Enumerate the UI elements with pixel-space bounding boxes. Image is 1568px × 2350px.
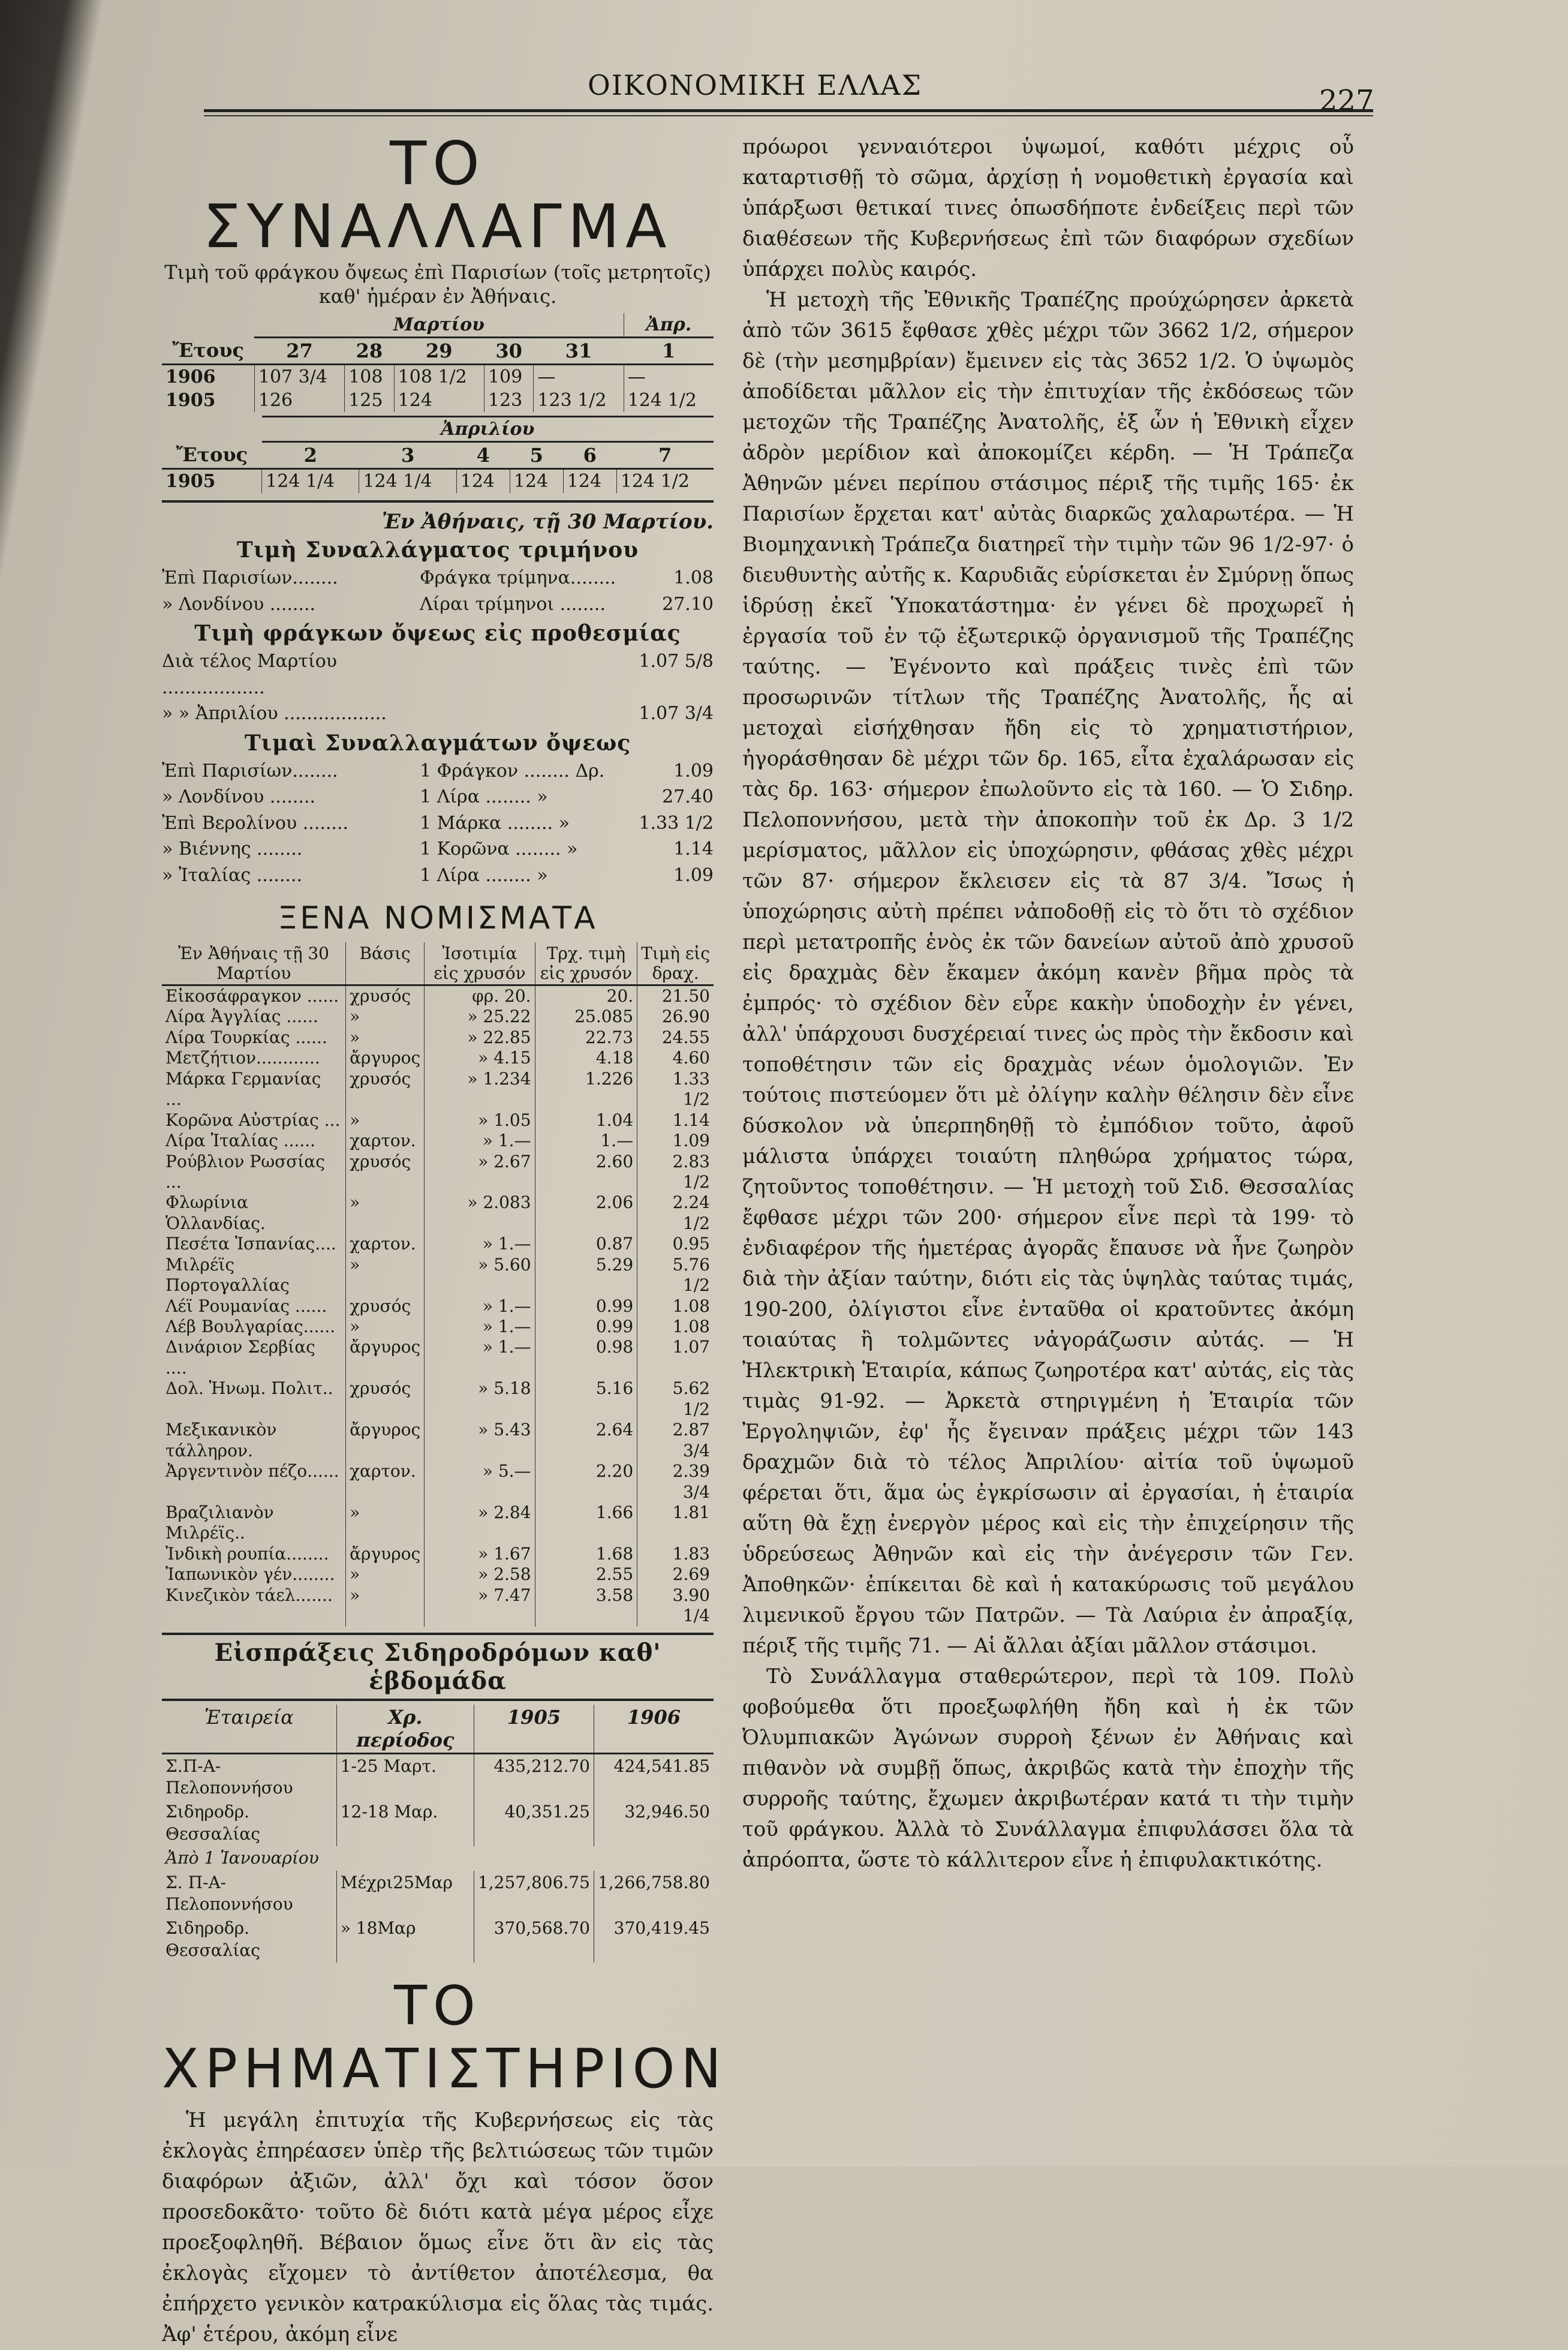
currency-value: » 2.67 <box>425 1152 535 1193</box>
currency-value: 4.60 <box>637 1048 714 1068</box>
currency-value: » 5.18 <box>425 1378 535 1420</box>
railway-y1905: 370,568.70 <box>474 1916 594 1963</box>
header-rule <box>204 109 1373 112</box>
quote-label: Ἐπὶ Παρισίων........ <box>162 567 338 588</box>
table-row <box>162 1800 714 1846</box>
currency-value: 1.09 <box>637 1131 714 1151</box>
currency-value: » <box>346 1006 425 1027</box>
quote-value: 1.09 <box>673 760 714 782</box>
currency-name: Δινάριον Σερβίας .... <box>165 1337 315 1378</box>
quote-label: » Λονδίνου ........ <box>162 786 316 807</box>
day-header: 6 <box>563 442 616 469</box>
year-cell: 1906 <box>165 366 216 387</box>
year-cell: 1905 <box>165 471 216 492</box>
currency-value: 24.55 <box>637 1027 714 1048</box>
currency-value: » 1.— <box>425 1131 535 1151</box>
quote-unit: 1 Λίρα ........ » <box>420 786 548 807</box>
currency-value: 1.14 <box>637 1110 714 1131</box>
day-header: 7 <box>616 442 714 469</box>
currency-value: » 5.— <box>425 1461 535 1502</box>
currency-value: 0.95 <box>637 1234 714 1254</box>
currency-name: Ἀργεντινὸν πέζο...... <box>165 1461 339 1481</box>
currency-value: 0.98 <box>535 1337 637 1378</box>
rate-cell: 124 1/4 <box>262 469 359 494</box>
month-label-april: Ἀπρ. <box>624 313 714 338</box>
day-header: 29 <box>394 338 484 365</box>
rate-cell: 123 1/2 <box>534 389 624 412</box>
quote-value: 1.33 1/2 <box>639 812 714 834</box>
section-rule <box>162 1699 714 1701</box>
day-header: 5 <box>510 442 563 469</box>
currency-value: χαρτον. <box>346 1461 425 1502</box>
quote-label: » Βιέννης ........ <box>162 839 303 860</box>
currency-value: 2.55 <box>535 1564 637 1585</box>
day-header: 3 <box>359 442 456 469</box>
currency-name: Ἰνδικὴ ρουπία........ <box>165 1543 329 1564</box>
railway-period: 1-25 Μαρτ. <box>336 1753 474 1800</box>
quote-row <box>162 701 714 727</box>
exchange-table-april <box>162 416 714 493</box>
currency-value: » 7.47 <box>425 1585 535 1627</box>
currency-name: Λίρα Τουρκίας ...... <box>165 1027 327 1047</box>
table-row <box>162 1234 714 1254</box>
rate-cell: 124 1/4 <box>359 469 456 494</box>
rate-cell: 108 <box>345 365 394 389</box>
table-spacer <box>162 417 262 442</box>
currency-value: 1.33 1/2 <box>637 1069 714 1110</box>
table-row <box>162 469 714 494</box>
railway-y1906: 424,541.85 <box>594 1753 714 1800</box>
currency-value: 1.66 <box>535 1502 637 1544</box>
quote-unit: 1 Μάρκα ........ » <box>420 812 570 834</box>
quote-value: 1.07 3/4 <box>639 703 714 724</box>
quote-row <box>162 565 714 591</box>
table-row <box>162 1871 714 1917</box>
railways-table <box>162 1705 714 1963</box>
day-header: 31 <box>534 338 624 365</box>
rate-cell: 109 <box>484 365 533 389</box>
rate-cell: 124 <box>510 469 563 494</box>
quote-unit: Φράγκα τρίμηνα........ <box>420 567 616 588</box>
day-header: 28 <box>345 338 394 365</box>
rate-cell: — <box>624 365 714 389</box>
currency-value: 1.68 <box>535 1544 637 1564</box>
table-row <box>162 1048 714 1068</box>
currency-value: ἄργυρος <box>346 1337 425 1378</box>
column-header: Τιμὴ εἰς δραχ. <box>637 942 714 985</box>
railway-y1905: 40,351.25 <box>474 1800 594 1846</box>
currency-value: χαρτον. <box>346 1234 425 1254</box>
section-rule <box>162 500 714 503</box>
currency-value: » <box>346 1317 425 1337</box>
railway-company: Σ.Π-Α-Πελοποννήσου <box>165 1756 293 1798</box>
currency-name: Μετζήτιον............ <box>165 1048 320 1068</box>
currency-value: ἄργυρος <box>346 1420 425 1461</box>
column-header: Βάσις <box>346 942 425 985</box>
column-header: Ἐν Ἀθήναις τῇ 30 Μαρτίου <box>162 942 346 985</box>
railway-company: Σιδηροδρ. Θεσσαλίας <box>165 1802 260 1844</box>
table-row <box>162 1420 714 1461</box>
currency-value: 1.08 <box>637 1317 714 1337</box>
day-header: 27 <box>254 338 344 365</box>
table-row <box>162 1585 714 1627</box>
header-rule-thin <box>204 115 1373 116</box>
currency-value: 25.085 <box>535 1006 637 1027</box>
currency-value: » 1.— <box>425 1317 535 1337</box>
currency-value: » 1.234 <box>425 1069 535 1110</box>
table-row <box>162 389 714 412</box>
currency-value: 2.24 1/2 <box>637 1192 714 1234</box>
quote-row <box>162 810 714 837</box>
railway-period: » 18Μαρ <box>336 1916 474 1963</box>
currency-value: 2.06 <box>535 1192 637 1234</box>
currency-name: Λέβ Βουλγαρίας...... <box>165 1317 336 1336</box>
date-line: Ἐν Ἀθήναις, τῇ 30 Μαρτίου. <box>381 510 714 534</box>
quote-row <box>162 836 714 863</box>
currency-value: 0.99 <box>535 1317 637 1337</box>
column-header: Ἑταιρεία <box>162 1705 336 1754</box>
currency-value: χρυσός <box>346 1069 425 1110</box>
table-row <box>162 1502 714 1544</box>
quote-value: 1.09 <box>673 864 714 886</box>
rate-cell: 124 1/2 <box>624 389 714 412</box>
table-row <box>162 1027 714 1048</box>
table-row <box>162 1317 714 1337</box>
railways-title: Εἰσπράξεις Σιδηροδρόμων καθ' ἑβδομάδα <box>214 1638 661 1695</box>
quote-label: Διὰ τέλος Μαρτίου .................. <box>162 651 338 698</box>
section-rule <box>162 1633 714 1635</box>
currency-value: » 25.22 <box>425 1006 535 1027</box>
sight-heading: Τιμαὶ Συναλλαγμάτων ὄψεως <box>244 730 631 756</box>
currency-value: » 2.58 <box>425 1564 535 1585</box>
currency-value: » 1.05 <box>425 1110 535 1131</box>
since-label: Ἀπὸ 1 Ἰανουαρίου <box>165 1848 319 1868</box>
table-spacer <box>162 313 254 338</box>
day-header: 2 <box>262 442 359 469</box>
running-title: ΟΙΚΟΝΟΜΙΚΗ ΕΛΛΑΣ <box>588 69 923 101</box>
quote-unit: 1 Φράγκον ........ Δρ. <box>420 760 605 782</box>
currency-value: χρυσός <box>346 985 425 1007</box>
currency-value: » <box>346 1564 425 1585</box>
currency-value: 5.16 <box>535 1378 637 1420</box>
currency-value: χρυσός <box>346 1296 425 1317</box>
table-row <box>162 1916 714 1963</box>
table-row <box>162 1131 714 1151</box>
rate-cell: 124 <box>563 469 616 494</box>
currency-name: Μεξικανικὸν τάλληρον. <box>165 1420 277 1461</box>
currency-value: 1.— <box>535 1131 637 1151</box>
currency-name: Λίρα Ἀγγλίας ...... <box>165 1006 318 1027</box>
quote-value: 1.14 <box>673 839 714 860</box>
currency-value: » 1.— <box>425 1296 535 1317</box>
currency-value: 2.64 <box>535 1420 637 1461</box>
currency-value: » <box>346 1110 425 1131</box>
currency-value: 2.60 <box>535 1152 637 1193</box>
year-header: Ἔτους <box>162 338 254 365</box>
currency-value: 3.58 <box>535 1585 637 1627</box>
currency-value: » <box>346 1192 425 1234</box>
exchange-title: ΤΟ ΣΥΝΑΛΛΑΓΜΑ <box>203 128 673 262</box>
paragraph: Ἡ μετοχὴ τῆς Ἐθνικῆς Τραπέζης προύχώρησεν ἀρκετὰ ἀπὸ τῶν 3615 ἔφθασε χθὲς μέχρι τῶν 3662 1/2, σήμερον δὲ (τὴν μεσημβρίαν) ἔμεινεν εἰς τὰς 3652 1/2. Ὁ ὑψωμὸς ἀποδίδεται μᾶλλον εἰς τὴν ἐπιτυχίαν τῆς ἐκδόσεως τῶν μετοχῶν τῆς Τραπέζης Ἀνατολῆς, ἐξ ὧν ἡ Ἐθνικὴ εἶχεν ἀδρὸν μερίδιον καὶ ἀποκομίζει κέρδη. — Ἡ Τράπεζα Ἀθηνῶν μένει περίπου στάσιμος πέριξ τῆς τιμῆς 165· ἐκ Παρισίων ἔρχεται κατ' αὐτὰς διαρκῶς χαλαρωτέρα. — Ἡ Βιομηχανικὴ Τράπεζα διατηρεῖ τὴν τιμὴν τῶν 96 1/2-97· ὁ διευθυντὴς αὐτῆς κ. Καρυδιᾶς εὑρίσκεται ἐν Σμύρνῃ ὅπως ἱδρύσῃ ἐκεῖ Ὑποκατάστημα· ἐν γένει δὲ προχωρεῖ ἡ ἐργασία τοῦ ἐν τῷ ἐξωτερικῷ ὀργανισμοῦ τῆς Τραπέζης ταύτης. — Ἐγένοντο καὶ πράξεις τινὲς ἐπὶ τῶν προσωρινῶν τίτλων τῆς Τραπέζης Ἀνατολῆς, ἧς αἱ μετοχαὶ εἰσήχθησαν ἤδη εἰς τὸ χρηματιστήριον, ἠγοράσθησαν δὲ μέχρι τῶν δρ. 165, εἶτα ἐχαλάρωσαν εἰς τὰς δρ. 163· σήμερον ἐπωλοῦντο εἰς τὰ 160. — Ὁ Σιδηρ. Πελοποννήσου, μετὰ τὴν ἀποκοπὴν τοῦ ἐκ Δρ. 3 1/2 μερίσματος, μᾶλλον εἰς ὑποχώρησιν, φθάσας χθὲς μέχρι τῶν 87· σήμερον ἔκλεισεν εἰς τὰ 87 3/4. Ἴσως ἡ ὑποχώρησις αὐτὴ πρέπει νἀποδοθῇ εἰς τὸ ὅτι τὸ σχέδιον περὶ μετατροπῆς ἑνὸς ἐκ τῶν δανείων αὐτοῦ ἀπὸ χρυσοῦ εἰς δραχμὰς δὲν ἔκαμεν ἀκόμη κανὲν βῆμα πρὸς τὰ ἐμπρός· τὸ σχέδιον δὲν εὗρε κακὴν ὑποδοχὴν ἐν γένει, ἀλλ' ὑπάρχουσι δυσχέρειαί τινες ὡς πρὸς τὴν ἔκδοσιν καὶ τοποθέτησιν τῶν εἰς δραχμὰς νέων ὁμολογιῶν. Ἐν τούτοις πιστεύομεν ὅτι μὲ ὀλίγην καλὴν θέλησιν δὲν εἶνε δύσκολον νὰ ὑπερπηδηθῇ τὸ ἐμπόδιον τοῦτο, ἀφοῦ μάλιστα ὑπάρχει τοιαύτη πληθώρα χρήματος τώρα, ζητοῦντος τοποθέτησιν. — Ἡ μετοχὴ τοῦ Σιδ. Θεσσαλίας ἔφθασε μέχρι τῶν 200· σήμερον εἶνε περὶ τὰ 199· τὸ ἐνδιαφέρον τῆς ἡμετέρας ἀγορᾶς ἔπαυσε νὰ ἦνε ζωηρὸν διὰ τὴν ἀξίαν ταύτην, διότι εἰς τὰς ὑψηλὰς ταύτας τιμάς, 190-200, ὀλίγιστοι εἶνε ἐνταῦθα οἱ κρατοῦντες ἀκόμη τοιαύτας ἢ τολμῶντες νἀγοράζωσιν αὐτάς. — Ἡ Ἠλεκτρικὴ Ἑταιρία, κάπως ζωηροτέρα κατ' αὐτάς, εἰς τὰς τιμὰς 91-92. — Ἀρκετὰ στηριγμένη ἡ Ἑταιρία τῶν Ἐργοληψιῶν, ἐφ' ἧς ἔγειναν πράξεις μέχρι τῶν 143 δραχμῶν διὰ τὸ τέλος Ἀπριλίου· αἰτία τοῦ ὑψωμοῦ φέρεται ὅτι, ἅμα ὡς ἐγκρίσωσιν αἱ ἐργασίαι, ἡ ἑταιρία αὕτη θὰ ἔχῃ ἐνεργὸν μέρος καὶ εἰς τὴν ἐπιχείρησιν τῆς ὑδρεύσεως Ἀθηνῶν καὶ εἰς τὴν ἀνέγερσιν τῶν Γεν. Ἀποθηκῶν· ἐπίκειται δὲ καὶ ἡ κατακύρωσις τοῦ μεγάλου λιμενικοῦ ἔργου τῶν Πατρῶν. — Τὰ Λαύρια ἐν ἀπραξίᾳ, πέριξ τῆς τιμῆς 71. — Αἱ ἄλλαι ἀξίαι μᾶλλον στάσιμοι. <box>742 288 1354 1658</box>
currency-value: 20. <box>535 985 637 1007</box>
column-header: 1905 <box>474 1705 594 1754</box>
currency-value: 1.81 <box>637 1502 714 1544</box>
quarterly-list <box>162 565 714 617</box>
day-header: 30 <box>484 338 533 365</box>
currency-name: Κορῶνα Αὐστρίας ... <box>165 1110 341 1130</box>
currency-value: χρυσός <box>346 1152 425 1193</box>
left-column <box>162 120 727 2347</box>
quote-unit: Λίραι τρίμηνοι ........ <box>420 593 606 615</box>
currency-value: 1.226 <box>535 1069 637 1110</box>
table-row <box>162 1255 714 1296</box>
paragraph: πρόωροι γενναιότεροι ὑψωμοί, καθότι μέχρις οὗ καταρτισθῇ τὸ σῶμα, ἀρχίσῃ ἡ νομοθετικὴ ἐργασία καὶ ὑπάρξωσι θετικαί τινες ὁπωσδήποτε ἐνδείξεις περὶ τῶν διαθέσεων τῆς Κυβερνήσεως ἐπὶ τῶν διαφόρων σχεδίων ὑπάρχει πολὺς καιρός. <box>742 135 1354 281</box>
currency-value: 1.07 <box>637 1337 714 1378</box>
rate-cell: 124 <box>456 469 510 494</box>
forward-list <box>162 648 714 727</box>
currency-name: Λίρα Ἰταλίας ...... <box>165 1131 316 1151</box>
year-cell: 1905 <box>165 390 216 411</box>
bourse-right-text <box>742 132 1354 1876</box>
currency-value: » <box>346 1255 425 1296</box>
railway-company: Σιδηροδρ. Θεσσαλίας <box>165 1918 260 1960</box>
railway-y1906: 32,946.50 <box>594 1800 714 1846</box>
rate-cell: 124 <box>394 389 484 412</box>
currency-value: 1.04 <box>535 1110 637 1131</box>
currency-value: 2.20 <box>535 1461 637 1502</box>
column-header: Τρχ. τιμὴ εἰς χρυσόν <box>535 942 637 985</box>
railway-y1906: 1,266,758.80 <box>594 1871 714 1917</box>
year-header: Ἔτους <box>162 442 262 469</box>
table-row <box>162 1006 714 1027</box>
column-header: Χρ. περίοδος <box>336 1705 474 1754</box>
exchange-subtitle: Τιμὴ τοῦ φράγκου ὄψεως ἐπὶ Παρισίων (τοῖς μετρητοῖς) καθ' ἡμέραν ἐν Ἀθήναις. <box>164 261 711 308</box>
quote-label: Ἐπὶ Βερολίνου ........ <box>162 812 349 834</box>
rate-cell: 126 <box>254 389 344 412</box>
table-row <box>162 985 714 1007</box>
currency-value: ἄργυρος <box>346 1048 425 1068</box>
rate-cell: 108 1/2 <box>394 365 484 389</box>
railway-y1905: 1,257,806.75 <box>474 1871 594 1917</box>
currency-value: » 2.84 <box>425 1502 535 1544</box>
table-row <box>162 1296 714 1317</box>
quote-unit: 1 Λίρα ........ » <box>420 864 548 886</box>
bourse-title: ΤΟ ΧΡΗΜΑΤΙΣΤΗΡΙΟΝ <box>162 1975 727 2101</box>
railway-company: Σ. Π-Α-Πελοποννήσου <box>165 1872 293 1914</box>
currency-value: » 1.67 <box>425 1544 535 1564</box>
paragraph: Τὸ Συνάλλαγμα σταθερώτερον, περὶ τὰ 109. Πολὺ φοβούμεθα ὅτι προεξωφλήθη ἤδη καὶ ἡ ἐκ τῶν Ὀλυμπιακῶν Ἀγώνων συρροὴ ξένων ἐν Ἀθήναις καὶ πιθανὸν νὰ συμβῇ ὅπως, ἀκριβῶς κατὰ τὴν ἐποχὴν τῆς συρροῆς ταύτης, ἔχωμεν ἀκριβωτέραν κατά τι τὴν τιμὴν τοῦ φράγκου. Ἀλλὰ τὸ Συνάλλαγμα ἐπιφυλάσσει ὅλα τὰ ἀπρόοπτα, ὥστε τὸ κάλλιτερον εἶνε ἡ ἐπιφυλακτικότης. <box>742 1664 1354 1872</box>
currency-value: 3.90 1/4 <box>637 1585 714 1627</box>
quote-label: » » Ἀπριλίου .................. <box>162 703 387 724</box>
rate-cell: 125 <box>345 389 394 412</box>
quote-label: Ἐπὶ Παρισίων........ <box>162 760 338 782</box>
rate-cell: 124 1/2 <box>616 469 714 494</box>
currency-value: 2.69 <box>637 1564 714 1585</box>
quote-row <box>162 758 714 785</box>
currency-name: Ἰαπωνικὸν γέν........ <box>165 1564 335 1585</box>
currency-value: » <box>346 1027 425 1048</box>
currency-value: 2.83 1/2 <box>637 1152 714 1193</box>
currencies-title: ΞΕΝΑ ΝΟΜΙΣΜΑΤΑ <box>278 900 598 936</box>
quote-row <box>162 784 714 810</box>
quote-value: 27.10 <box>662 593 714 615</box>
currency-name: Εἰκοσάφραγκον ...... <box>165 986 339 1006</box>
currency-value: 5.62 1/2 <box>637 1378 714 1420</box>
table-row <box>162 1461 714 1502</box>
table-row <box>162 1378 714 1420</box>
day-header: 4 <box>456 442 510 469</box>
currency-value: 5.29 <box>535 1255 637 1296</box>
quote-label: » Ἰταλίας ........ <box>162 864 303 886</box>
currency-value: 5.76 1/2 <box>637 1255 714 1296</box>
currency-value: 0.87 <box>535 1234 637 1254</box>
currency-name: Λέϊ Ρουμανίας ...... <box>165 1296 327 1316</box>
quote-value: 1.08 <box>673 567 714 588</box>
currency-value: » 22.85 <box>425 1027 535 1048</box>
currency-value: χαρτον. <box>346 1131 425 1151</box>
quote-row <box>162 648 714 701</box>
currency-value: 2.87 3/4 <box>637 1420 714 1461</box>
rate-cell: 123 <box>484 389 533 412</box>
sight-list <box>162 758 714 889</box>
currencies-table <box>162 942 714 1627</box>
currency-value: 1.83 <box>637 1544 714 1564</box>
table-row <box>162 1152 714 1193</box>
page-number: 227 <box>1319 84 1374 118</box>
railway-y1906: 370,419.45 <box>594 1916 714 1963</box>
currency-value: » 1.— <box>425 1234 535 1254</box>
quote-unit: 1 Κορῶνα ........ » <box>420 839 578 860</box>
railway-y1905: 435,212.70 <box>474 1753 594 1800</box>
currency-name: Δολ. Ἡνωμ. Πολιτ.. <box>165 1378 333 1399</box>
currency-name: Βραζιλιανὸν Μιλρέϊς.. <box>165 1502 274 1543</box>
table-row <box>162 1753 714 1800</box>
railway-period: 12-18 Μαρ. <box>336 1800 474 1846</box>
currency-value: ἄργυρος <box>346 1544 425 1564</box>
currency-name: Μιλρέϊς Πορτογαλλίας <box>165 1254 290 1296</box>
currency-value: 0.99 <box>535 1296 637 1317</box>
column-header: Ἰσοτιμία εἰς χρυσόν <box>425 942 535 985</box>
currency-value: 1.08 <box>637 1296 714 1317</box>
currency-value: » <box>346 1502 425 1544</box>
currency-value: » 5.43 <box>425 1420 535 1461</box>
month-label-april-2: Ἀπριλίου <box>262 417 714 442</box>
currency-value: φρ. 20. <box>425 985 535 1007</box>
table-row <box>162 365 714 389</box>
currency-value: » 4.15 <box>425 1048 535 1068</box>
quote-row <box>162 863 714 889</box>
paragraph: Ἡ μεγάλη ἐπιτυχία τῆς Κυβερνήσεως εἰς τὰς ἐκλογὰς ἐπηρέασεν ὑπὲρ τῆς βελτιώσεως τῶν τιμῶν διαφόρων ἀξιῶν, ἀλλ' ὄχι καὶ τόσον ὅσον προσεδοκᾶτο· τοῦτο δὲ διότι κατὰ μέγα μέρος εἶχε προεξοφληθῆ. Βέβαιον ὅμως εἶνε ὅτι ἂν εἰς τὰς ἐκλογὰς εἴχομεν τὸ ἀντίθετον ἀποτέλεσμα, θα ἐπήρχετο γενικὸν κατρακύλισμα εἰς ὅλας τὰς τιμάς. Ἀφ' ἑτέρου, ἀκόμη εἶνε <box>162 2108 714 2347</box>
currency-value: 2.39 3/4 <box>637 1461 714 1502</box>
table-row <box>162 1110 714 1131</box>
right-column <box>742 132 1354 2123</box>
railway-period: Μέχρι25Μαρ <box>336 1871 474 1917</box>
currency-value: χρυσός <box>346 1378 425 1420</box>
bourse-left-text <box>162 2105 714 2350</box>
table-row <box>162 1846 714 1870</box>
currency-name: Κινεζικὸν τάελ....... <box>165 1585 333 1605</box>
table-row <box>162 1544 714 1564</box>
rate-cell: 107 3/4 <box>254 365 344 389</box>
currency-name: Ρούβλιον Ρωσσίας ... <box>165 1151 325 1192</box>
quote-row <box>162 591 714 618</box>
exchange-table-march <box>162 313 714 412</box>
table-row <box>162 1564 714 1585</box>
currency-value: » 1.— <box>425 1337 535 1378</box>
quote-label: » Λονδίνου ........ <box>162 593 316 615</box>
table-row <box>162 1337 714 1378</box>
month-label-march: Μαρτίου <box>254 313 624 338</box>
currency-value: » 2.083 <box>425 1192 535 1234</box>
table-row <box>162 1192 714 1234</box>
currency-value: » 5.60 <box>425 1255 535 1296</box>
column-header: 1906 <box>594 1705 714 1754</box>
currency-value: 21.50 <box>637 985 714 1007</box>
quote-unit <box>420 648 630 701</box>
quote-value: 1.07 5/8 <box>639 651 714 672</box>
forward-heading: Τιμὴ φράγκων ὄψεως εἰς προθεσμίας <box>194 621 681 646</box>
currency-value: » <box>346 1585 425 1627</box>
table-row <box>162 1069 714 1110</box>
currency-name: Φλωρίνια Ὁλλανδίας. <box>165 1192 266 1233</box>
quote-unit <box>420 701 630 727</box>
quote-value: 27.40 <box>662 786 714 807</box>
quarterly-heading: Τιμὴ Συναλλάγματος τριμήνου <box>236 537 639 563</box>
rate-cell: — <box>534 365 624 389</box>
currency-name: Πεσέτα Ἱσπανίας.... <box>165 1234 336 1254</box>
currency-value: 26.90 <box>637 1006 714 1027</box>
currency-value: 22.73 <box>535 1027 637 1048</box>
day-header: 1 <box>624 338 714 365</box>
currency-value: 4.18 <box>535 1048 637 1068</box>
currency-name: Μάρκα Γερμανίας ... <box>165 1068 321 1110</box>
